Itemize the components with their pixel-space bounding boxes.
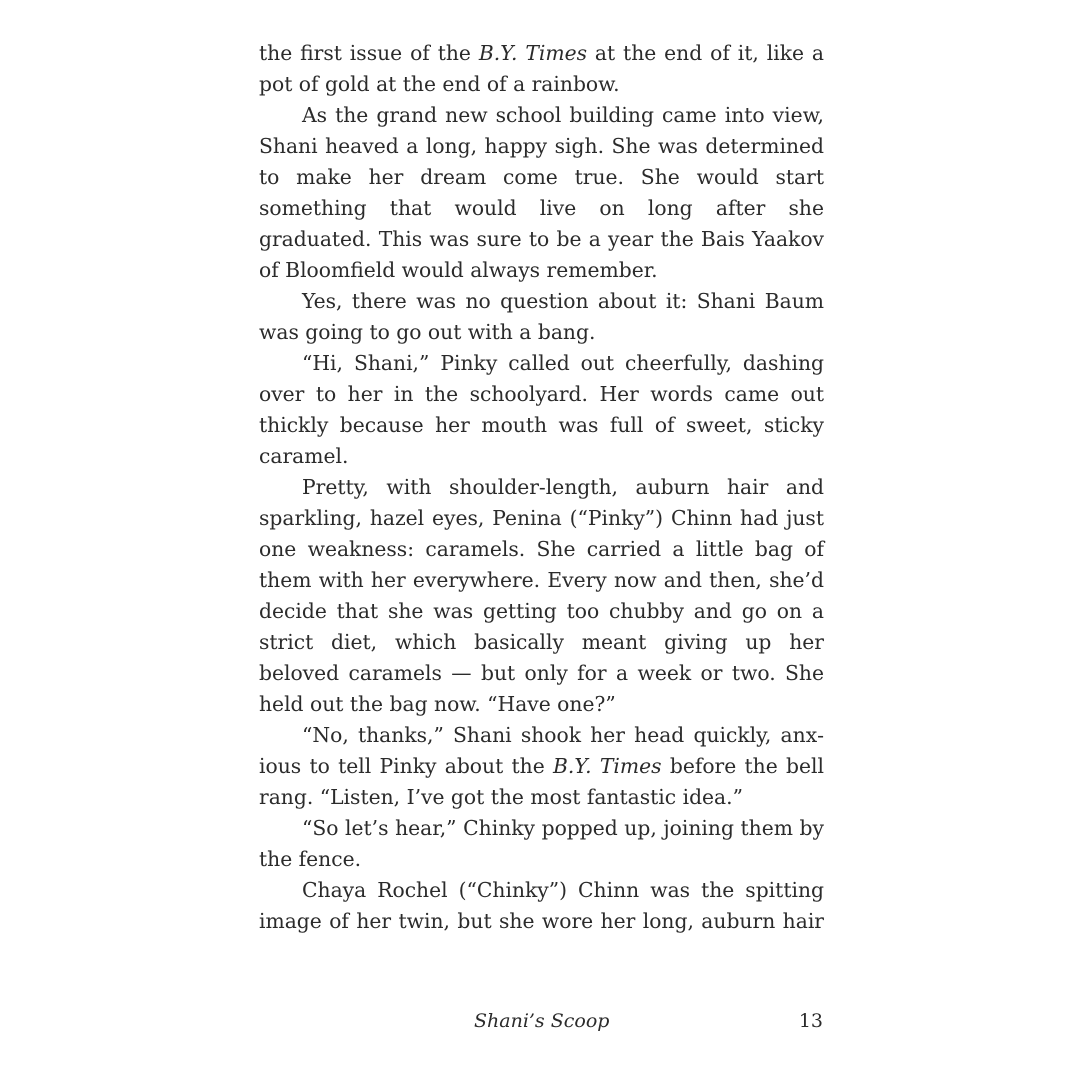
- page-number: 13: [798, 1010, 823, 1032]
- paragraph-3: Yes, there was no question about it: Shani Baum was going to go out with a bang.: [259, 289, 824, 344]
- body-text: [259, 38, 824, 937]
- paragraph-7: “So let’s hear,” Chinky popped up, joining them by the fence.: [259, 816, 824, 871]
- paragraph-8: Chaya Rochel (“Chinky”) Chinn was the spitting image of her twin, but she wore her long, auburn hair: [259, 878, 824, 933]
- running-footer-title: Shani’s Scoop: [474, 1010, 610, 1032]
- paragraph-5: Pretty, with shoulder-length, auburn hair and sparkling, hazel eyes, Penina (“Pinky”) Chinn had just one weakness: caramels. She carried a little bag of them with her everywhere. Every now and then, she’d decide that she was getting too chubby and go on a strict diet, which basically meant giving up her beloved caramels — but only for a week or two. She held out the bag now. “Have one?”: [259, 475, 824, 716]
- paragraph-6: “No, thanks,” Shani shook her head quickly, anxious to tell Pinky about the B.Y. Times before the bell rang. “Listen, I’ve got the most fantastic idea.”: [259, 723, 824, 809]
- publication-title: B.Y. Times: [478, 41, 587, 65]
- publication-title: B.Y. Times: [553, 754, 662, 778]
- paragraph-2: As the grand new school building came into view, Shani heaved a long, happy sigh. She was determined to make her dream come true. She would start something that would live on long after she graduated. This was sure to be a year the Bais Yaakov of Bloomfield would always remember.: [259, 103, 824, 282]
- paragraph-4: “Hi, Shani,” Pinky called out cheerfully, dashing over to her in the schoolyard. Her words came out thickly because her mouth was full of sweet, sticky caramel.: [259, 351, 824, 468]
- paragraph-1: the first issue of the B.Y. Times at the end of it, like a pot of gold at the end of a rainbow.: [259, 41, 824, 96]
